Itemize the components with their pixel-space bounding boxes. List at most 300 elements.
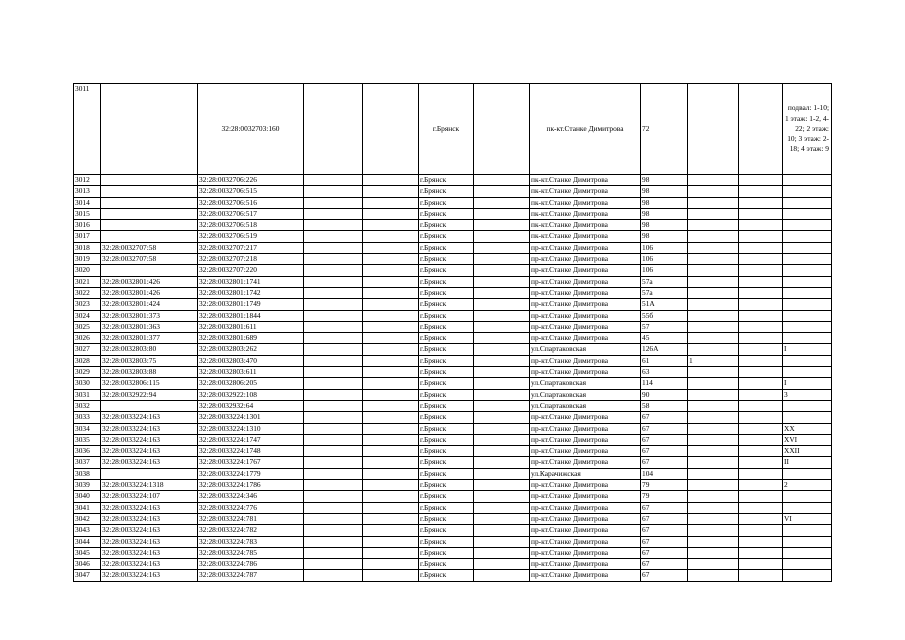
street-cell: пр-кт.Станке Димитрова [530,434,641,445]
premises-number-cell [688,276,739,287]
premises-number-cell [688,559,739,570]
house-number-cell: 55б [641,310,688,321]
row-number: 3015 [74,208,101,219]
row-number: 3045 [74,547,101,558]
empty-cell [739,276,783,287]
row-number: 3028 [74,355,101,366]
empty-cell [304,242,363,253]
object-cadastral-number: 32:28:0032806:205 [198,378,304,389]
street-cell: ул.Спартаковская [530,344,641,355]
city-cell: г.Брянск [419,367,474,378]
premises-note-cell [783,502,832,513]
city-cell: г.Брянск [419,84,474,175]
premises-number-cell [688,434,739,445]
premises-number-cell [688,457,739,468]
premises-number-cell [688,513,739,524]
empty-cell [474,208,530,219]
table-row [74,400,832,411]
street-cell: пк-кт.Станке Димитрова [530,208,641,219]
empty-cell [688,84,739,175]
empty-cell [739,254,783,265]
parcel-cadastral-number [101,208,198,219]
premises-note-cell [783,570,832,581]
row-number: 3039 [74,480,101,491]
row-number: 3036 [74,446,101,457]
empty-cell [363,231,419,242]
parcel-cadastral-number: 32:28:0032803:75 [101,355,198,366]
city-cell: г.Брянск [419,502,474,513]
parcel-cadastral-number: 32:28:0033224:163 [101,536,198,547]
premises-note-cell [783,536,832,547]
premises-note-cell [783,400,832,411]
empty-cell [474,344,530,355]
empty-cell [363,547,419,558]
city-cell: г.Брянск [419,400,474,411]
empty-cell [304,321,363,332]
table-row [74,525,832,536]
empty-cell [363,570,419,581]
city-cell: г.Брянск [419,197,474,208]
premises-note-cell: подвал: 1-10; 1 этаж: 1-2, 4-22; 2 этаж: 10; 3 этаж: 2-18; 4 этаж: 9 [783,84,832,175]
empty-cell [739,446,783,457]
row-number: 3034 [74,423,101,434]
empty-cell [474,197,530,208]
row-number: 3041 [74,502,101,513]
empty-cell [739,287,783,298]
empty-cell [304,344,363,355]
city-cell: г.Брянск [419,491,474,502]
table-row [74,434,832,445]
empty-cell [304,299,363,310]
empty-cell [304,502,363,513]
premises-number-cell [688,287,739,298]
empty-cell [304,536,363,547]
city-cell: г.Брянск [419,242,474,253]
empty-cell [474,480,530,491]
empty-cell [363,84,419,175]
city-cell: г.Брянск [419,175,474,186]
empty-cell [474,559,530,570]
empty-cell [363,389,419,400]
object-cadastral-number: 32:28:0033224:346 [198,491,304,502]
empty-cell [363,208,419,219]
city-cell: г.Брянск [419,254,474,265]
empty-cell [474,491,530,502]
object-cadastral-number: 32:28:0033224:1767 [198,457,304,468]
city-cell: г.Брянск [419,434,474,445]
table-row [74,468,832,479]
premises-number-cell [688,299,739,310]
house-number-cell: 58 [641,400,688,411]
empty-cell [474,389,530,400]
premises-number-cell [688,378,739,389]
empty-cell [363,321,419,332]
table-row [74,220,832,231]
empty-cell [474,231,530,242]
table-row [74,559,832,570]
street-cell: пр-кт.Станке Димитрова [530,457,641,468]
parcel-cadastral-number [101,265,198,276]
parcel-cadastral-number: 32:28:0033224:163 [101,412,198,423]
city-cell: г.Брянск [419,208,474,219]
table-row [74,491,832,502]
house-number-cell: 98 [641,175,688,186]
parcel-cadastral-number: 32:28:0032801:363 [101,321,198,332]
premises-note-cell [783,491,832,502]
premises-number-cell: 1 [688,355,739,366]
street-cell: пр-кт.Станке Димитрова [530,423,641,434]
object-cadastral-number: 32:28:0032803:262 [198,344,304,355]
premises-number-cell [688,570,739,581]
empty-cell [739,502,783,513]
empty-cell [363,446,419,457]
table-row [74,231,832,242]
street-cell: пк-кт.Станке Димитрова [530,84,641,175]
empty-cell [363,276,419,287]
house-number-cell: 61 [641,355,688,366]
street-cell: пр-кт.Станке Димитрова [530,333,641,344]
table-row [74,175,832,186]
premises-number-cell [688,265,739,276]
premises-note-cell [783,412,832,423]
object-cadastral-number: 32:28:0033224:787 [198,570,304,581]
table-row [74,242,832,253]
street-cell: пр-кт.Станке Димитрова [530,502,641,513]
empty-cell [363,536,419,547]
house-number-cell: 63 [641,367,688,378]
row-number: 3018 [74,242,101,253]
premises-note-cell [783,321,832,332]
object-cadastral-number: 32:28:0032707:220 [198,265,304,276]
premises-note-cell: 3 [783,389,832,400]
premises-number-cell [688,197,739,208]
object-cadastral-number: 32:28:0032922:108 [198,389,304,400]
city-cell: г.Брянск [419,480,474,491]
premises-note-cell [783,231,832,242]
empty-cell [363,559,419,570]
empty-cell [739,513,783,524]
empty-cell [739,570,783,581]
premises-note-cell: XXII [783,446,832,457]
empty-cell [304,355,363,366]
empty-cell [304,400,363,411]
house-number-cell: 114 [641,378,688,389]
table-body [74,84,832,582]
city-cell: г.Брянск [419,559,474,570]
empty-cell [739,231,783,242]
house-number-cell: 45 [641,333,688,344]
empty-cell [474,276,530,287]
empty-cell [304,254,363,265]
empty-cell [474,321,530,332]
premises-number-cell [688,536,739,547]
premises-note-cell [783,559,832,570]
empty-cell [739,412,783,423]
house-number-cell: 67 [641,412,688,423]
street-cell: пк-кт.Станке Димитрова [530,186,641,197]
parcel-cadastral-number: 32:28:0033224:163 [101,457,198,468]
row-number: 3022 [74,287,101,298]
empty-cell [474,378,530,389]
empty-cell [363,468,419,479]
object-cadastral-number: 32:28:0033224:776 [198,502,304,513]
table-row [74,412,832,423]
city-cell: г.Брянск [419,344,474,355]
empty-cell [474,547,530,558]
premises-number-cell [688,400,739,411]
empty-cell [474,400,530,411]
parcel-cadastral-number: 32:28:0033224:107 [101,491,198,502]
premises-number-cell [688,186,739,197]
premises-note-cell [783,367,832,378]
parcel-cadastral-number: 32:28:0032801:377 [101,333,198,344]
street-cell: пр-кт.Станке Димитрова [530,480,641,491]
city-cell: г.Брянск [419,378,474,389]
table-row [74,299,832,310]
city-cell: г.Брянск [419,220,474,231]
empty-cell [474,242,530,253]
row-number: 3013 [74,186,101,197]
empty-cell [363,513,419,524]
street-cell: пр-кт.Станке Димитрова [530,254,641,265]
parcel-cadastral-number [101,231,198,242]
empty-cell [304,378,363,389]
parcel-cadastral-number [101,468,198,479]
row-number: 3023 [74,299,101,310]
row-number: 3031 [74,389,101,400]
empty-cell [363,412,419,423]
empty-cell [363,457,419,468]
city-cell: г.Брянск [419,287,474,298]
premises-note-cell [783,333,832,344]
empty-cell [739,389,783,400]
parcel-cadastral-number [101,220,198,231]
empty-cell [304,547,363,558]
parcel-cadastral-number: 32:28:0033224:163 [101,423,198,434]
premises-note-cell [783,310,832,321]
city-cell: г.Брянск [419,423,474,434]
empty-cell [363,175,419,186]
premises-note-cell: II [783,457,832,468]
empty-cell [363,254,419,265]
registry-table [73,83,832,582]
empty-cell [304,446,363,457]
object-cadastral-number: 32:28:0033224:1310 [198,423,304,434]
street-cell: пр-кт.Станке Димитрова [530,367,641,378]
empty-cell [474,186,530,197]
premises-number-cell [688,333,739,344]
parcel-cadastral-number [101,175,198,186]
house-number-cell: 79 [641,480,688,491]
empty-cell [739,175,783,186]
row-number: 3044 [74,536,101,547]
empty-cell [363,242,419,253]
table-row [74,513,832,524]
object-cadastral-number: 32:28:0033224:786 [198,559,304,570]
city-cell: г.Брянск [419,468,474,479]
empty-cell [474,265,530,276]
empty-cell [304,434,363,445]
premises-note-cell [783,175,832,186]
row-number: 3012 [74,175,101,186]
object-cadastral-number: 32:28:0032706:519 [198,231,304,242]
table-row [74,333,832,344]
house-number-cell: 126А [641,344,688,355]
object-cadastral-number: 32:28:0033224:1748 [198,446,304,457]
table-row [74,446,832,457]
premises-note-cell [783,208,832,219]
parcel-cadastral-number: 32:28:0033224:163 [101,513,198,524]
empty-cell [304,423,363,434]
object-cadastral-number: 32:28:0033224:781 [198,513,304,524]
house-number-cell: 98 [641,186,688,197]
empty-cell [474,468,530,479]
house-number-cell: 67 [641,525,688,536]
row-number: 3035 [74,434,101,445]
table-row [74,310,832,321]
street-cell: пр-кт.Станке Димитрова [530,299,641,310]
row-number: 3032 [74,400,101,411]
object-cadastral-number: 32:28:0033224:1786 [198,480,304,491]
premises-note-cell [783,525,832,536]
empty-cell [363,355,419,366]
empty-cell [304,559,363,570]
table-row [74,536,832,547]
premises-number-cell [688,468,739,479]
empty-cell [739,355,783,366]
house-number-cell: 90 [641,389,688,400]
empty-cell [739,242,783,253]
premises-number-cell [688,367,739,378]
premises-note-cell: I [783,344,832,355]
object-cadastral-number: 32:28:0032707:218 [198,254,304,265]
street-cell: пр-кт.Станке Димитрова [530,446,641,457]
empty-cell [739,265,783,276]
parcel-cadastral-number: 32:28:0032806:115 [101,378,198,389]
empty-cell [304,468,363,479]
city-cell: г.Брянск [419,412,474,423]
empty-cell [474,513,530,524]
house-number-cell: 98 [641,197,688,208]
premises-note-cell: I [783,378,832,389]
house-number-cell: 104 [641,468,688,479]
empty-cell [739,559,783,570]
empty-cell [739,525,783,536]
parcel-cadastral-number [101,400,198,411]
house-number-cell: 106 [641,265,688,276]
empty-cell [363,480,419,491]
street-cell: ул.Спартаковская [530,389,641,400]
empty-cell [363,525,419,536]
premises-note-cell [783,276,832,287]
premises-note-cell [783,186,832,197]
object-cadastral-number: 32:28:0032803:611 [198,367,304,378]
object-cadastral-number: 32:28:0032703:160 [198,84,304,175]
street-cell: пр-кт.Станке Димитрова [530,287,641,298]
empty-cell [363,265,419,276]
row-number: 3042 [74,513,101,524]
parcel-cadastral-number: 32:28:0033224:163 [101,570,198,581]
empty-cell [739,536,783,547]
parcel-cadastral-number: 32:28:0033224:163 [101,547,198,558]
object-cadastral-number: 32:28:0033224:1779 [198,468,304,479]
empty-cell [304,186,363,197]
row-number: 3019 [74,254,101,265]
table-row [74,570,832,581]
empty-cell [739,434,783,445]
premises-note-cell: XX [783,423,832,434]
object-cadastral-number: 32:28:0032706:515 [198,186,304,197]
object-cadastral-number: 32:28:0032706:517 [198,208,304,219]
object-cadastral-number: 32:28:0032801:689 [198,333,304,344]
premises-note-cell [783,287,832,298]
street-cell: пк-кт.Станке Димитрова [530,197,641,208]
empty-cell [304,480,363,491]
street-cell: ул.Спартаковская [530,378,641,389]
object-cadastral-number: 32:28:0032803:470 [198,355,304,366]
table-row [74,276,832,287]
parcel-cadastral-number: 32:28:0033224:1318 [101,480,198,491]
house-number-cell: 67 [641,559,688,570]
empty-cell [363,423,419,434]
empty-cell [474,84,530,175]
object-cadastral-number: 32:28:0032707:217 [198,242,304,253]
parcel-cadastral-number: 32:28:0032707:58 [101,254,198,265]
empty-cell [739,480,783,491]
empty-cell [739,84,783,175]
row-number: 3029 [74,367,101,378]
street-cell: пр-кт.Станке Димитрова [530,559,641,570]
premises-number-cell [688,242,739,253]
object-cadastral-number: 32:28:0032932:64 [198,400,304,411]
table-row [74,197,832,208]
city-cell: г.Брянск [419,536,474,547]
house-number-cell: 79 [641,491,688,502]
street-cell: пр-кт.Станке Димитрова [530,265,641,276]
row-number: 3043 [74,525,101,536]
empty-cell [739,378,783,389]
object-cadastral-number: 32:28:0032706:226 [198,175,304,186]
empty-cell [304,231,363,242]
object-cadastral-number: 32:28:0033224:1301 [198,412,304,423]
premises-note-cell: VI [783,513,832,524]
empty-cell [363,367,419,378]
premises-number-cell [688,547,739,558]
premises-note-cell [783,254,832,265]
object-cadastral-number: 32:28:0033224:782 [198,525,304,536]
empty-cell [304,389,363,400]
premises-number-cell [688,231,739,242]
house-number-cell: 98 [641,231,688,242]
house-number-cell: 67 [641,513,688,524]
city-cell: г.Брянск [419,389,474,400]
house-number-cell: 51А [641,299,688,310]
empty-cell [474,570,530,581]
premises-number-cell [688,344,739,355]
city-cell: г.Брянск [419,525,474,536]
row-number: 3016 [74,220,101,231]
city-cell: г.Брянск [419,299,474,310]
table-row [74,265,832,276]
empty-cell [304,265,363,276]
row-number: 3030 [74,378,101,389]
city-cell: г.Брянск [419,513,474,524]
premises-note-cell [783,547,832,558]
row-number: 3017 [74,231,101,242]
street-cell: пк-кт.Станке Димитрова [530,231,641,242]
empty-cell [739,186,783,197]
table-row [74,208,832,219]
